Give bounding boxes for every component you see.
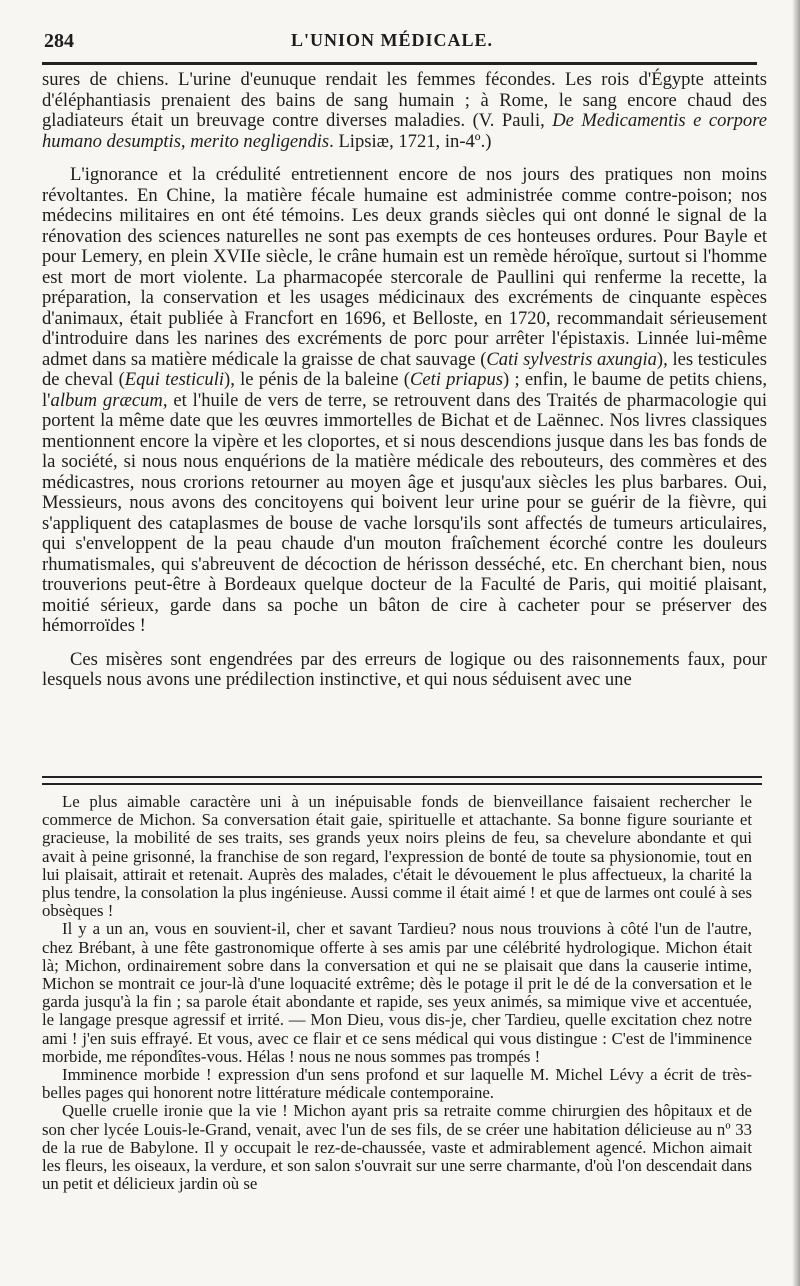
page-number: 284 <box>44 30 74 52</box>
text-run: , et l'huile de vers de terre, se retrouvent dans des Traités de pharmacologie qui portent la même date que les œuvres immortelles de Bichat et de Laënnec. Nos livres classiques mentionnent encore la vipère et les cloportes, et si nous descendions jusque dans les bas fonds de la société, si nous nous enquérions de la matière médicale des rebouteurs, des commères et des médicastres, nous crorions retourner au moyen âge et jusqu'aux siècles les plus barbares. Oui, Messieurs, nous avons des concitoyens qui boivent leur urine pour se guérir de la fièvre, qui s'appliquent des cataplasmes de bouse de vache lorsqu'ils sont affectés de tumeurs articulaires, qui s'enveloppent de la peau chaude d'un mouton fraîchement écorché contre les douleurs rhumatismales, qui s'abreuvent de décoction de hérisson desséché, etc. En cherchant bien, nous trouverions peut-être à Bordeaux quelque docteur de la Faculté de Paris, qui moitié plaisant, moitié sérieux, garde dans sa poche un bâton de cire à cacheter pour se préserver des hémorroïdes ! <box>42 389 768 636</box>
text-run: ), les testicules de cheval ( <box>42 348 767 390</box>
latin-term: Ceti priapus <box>409 369 504 390</box>
footnote-paragraph: Quelle cruelle ironie que la vie ! Michon ayant pris sa retraite comme chirurgien des hôpitaux et de son cher lycée Louis-le-Grand, venait, avec l'un de ses fils, de se créer une habitation délicieuse au nº 33 de la rue de Babylone. Il y occupait le rez-de-chaussée, vaste et admirablement agencé. Michon aimait les fleurs, les oiseaux, la verdure, et son salon s'ouvrait sur une serre charmante, d'où l'on descendait dans un petit et délicieux jardin où se <box>42 1101 752 1194</box>
latin-term: Equi testiculi <box>124 369 225 390</box>
paragraph-miseres: Ces misères sont engendrées par des erreurs de logique ou des raisonnements faux, pour lesquels nous avons une prédilection instinctive, et qui nous séduisent avec une <box>42 648 767 690</box>
latin-term: Cati sylvestris axungia <box>486 348 657 370</box>
footnote-separator <box>42 776 762 785</box>
paragraph-continued <box>42 70 767 152</box>
running-head <box>42 24 742 54</box>
footnote-paragraph: Imminence morbide ! expression d'un sens profond et sur laquelle M. Michel Lévy a écrit de très-belles pages qui honorent notre littérature médicale contemporaine. <box>42 1065 752 1103</box>
text-run: . Lipsiæ, 1721, in-4º.) <box>329 130 492 152</box>
footnote-paragraph: Le plus aimable caractère uni à un inépuisable fonds de bienveillance faisaient rechercher le commerce de Michon. Sa conversation était gaie, spirituelle et attachante. Sa bonne figure souriante et gracieuse, la mobilité de ses traits, ses grands yeux noirs pleins de feu, sa chevelure abondante et qui avait à peine grisonné, la franchise de son regard, l'expression de bonté de toute sa physionomie, tout en lui plaisait, attirait et retenait. Auprès des malades, c'était le dévouement le plus affectueux, la charité la plus tendre, la consolation la plus ingénieuse. Aussi comme il était aimé ! et que de larmes ont coulé à ses obsèques ! <box>42 792 752 921</box>
text-run: ) ; enfin, le baume de petits chiens, l' <box>42 369 767 411</box>
footnote-paragraph: Il y a un an, vous en souvient-il, cher et savant Tardieu? nous nous trouvions à côté l'un de l'autre, chez Brébant, à une fête gastronomique offerte à ses amis par une célébrité hydrologique. Michon était là; Michon, ordinairement sobre dans la conversation et qui ne se plaisait que dans la causerie intime, Michon se montrait ce jour-là d'une loquacité extrême; dès le potage il prit le dé de la conversation et le garda jusqu'à la fin ; sa parole était abondante et rapide, ses yeux animés, sa mimique vive et accentuée, le langage presque agressif et irrité. — Mon Dieu, vous dis-je, cher Tardieu, quelle excitation chez notre ami ! j'en suis effrayé. Et vous, avec ce flair et ce sens médical qui vous distingue : C'est de l'imminence morbide, me répondîtes-vous. Hélas ! nous ne nous sommes pas trompés ! <box>42 919 752 1066</box>
text-run: ), le pénis de la baleine ( <box>224 369 410 390</box>
journal-title: L'UNION MÉDICALE. <box>290 30 494 50</box>
latin-term: album græcum <box>50 389 163 411</box>
header-rule <box>42 62 757 65</box>
main-text <box>42 70 767 691</box>
text-run: L'ignorance et la crédulité entretiennent encore de nos jours des pratiques non moins révoltantes. En Chine, la matière fécale humaine est administrée comme contre-poison; nos médecins militaires en ont été témoins. Les deux grands siècles qui ont donné le signal de la rénovation des sciences naturelles ne sont pas exempts de ces honteuses ordures. Pour Bayle et pour Lemery, en plein XVIIe siècle, le crâne humain est un remède héroïque, surtout si l'homme est mort de mort violente. La pharmacopée stercorale de Paullini qui renferme la recette, la préparation, la conservation et les usages médicinaux des excréments de cinquante espèces d'animaux, était publiée à Francfort en 1696, et Belloste, en 1720, recommandait sérieusement d'introduire dans les narines des excréments de porc pour arrêter l'épistaxis. Linnée lui-même admet dans sa matière médicale la graisse de chat sauvage ( <box>42 164 767 370</box>
italic-title: De Medicamentis e corpore humano desumptis, merito negligendis <box>42 110 767 152</box>
text-run: sures de chiens. L'urine d'eunuque rendait les femmes fécondes. Les rois d'Égypte atteints d'éléphantiasis prenaient des bains de sang humain ; à Rome, le sang encore chaud des gladiateurs était un breuvage contre diverses maladies. (V. Pauli, <box>42 69 767 131</box>
paragraph-ignorance <box>42 165 767 637</box>
footnote-text <box>42 793 752 1193</box>
